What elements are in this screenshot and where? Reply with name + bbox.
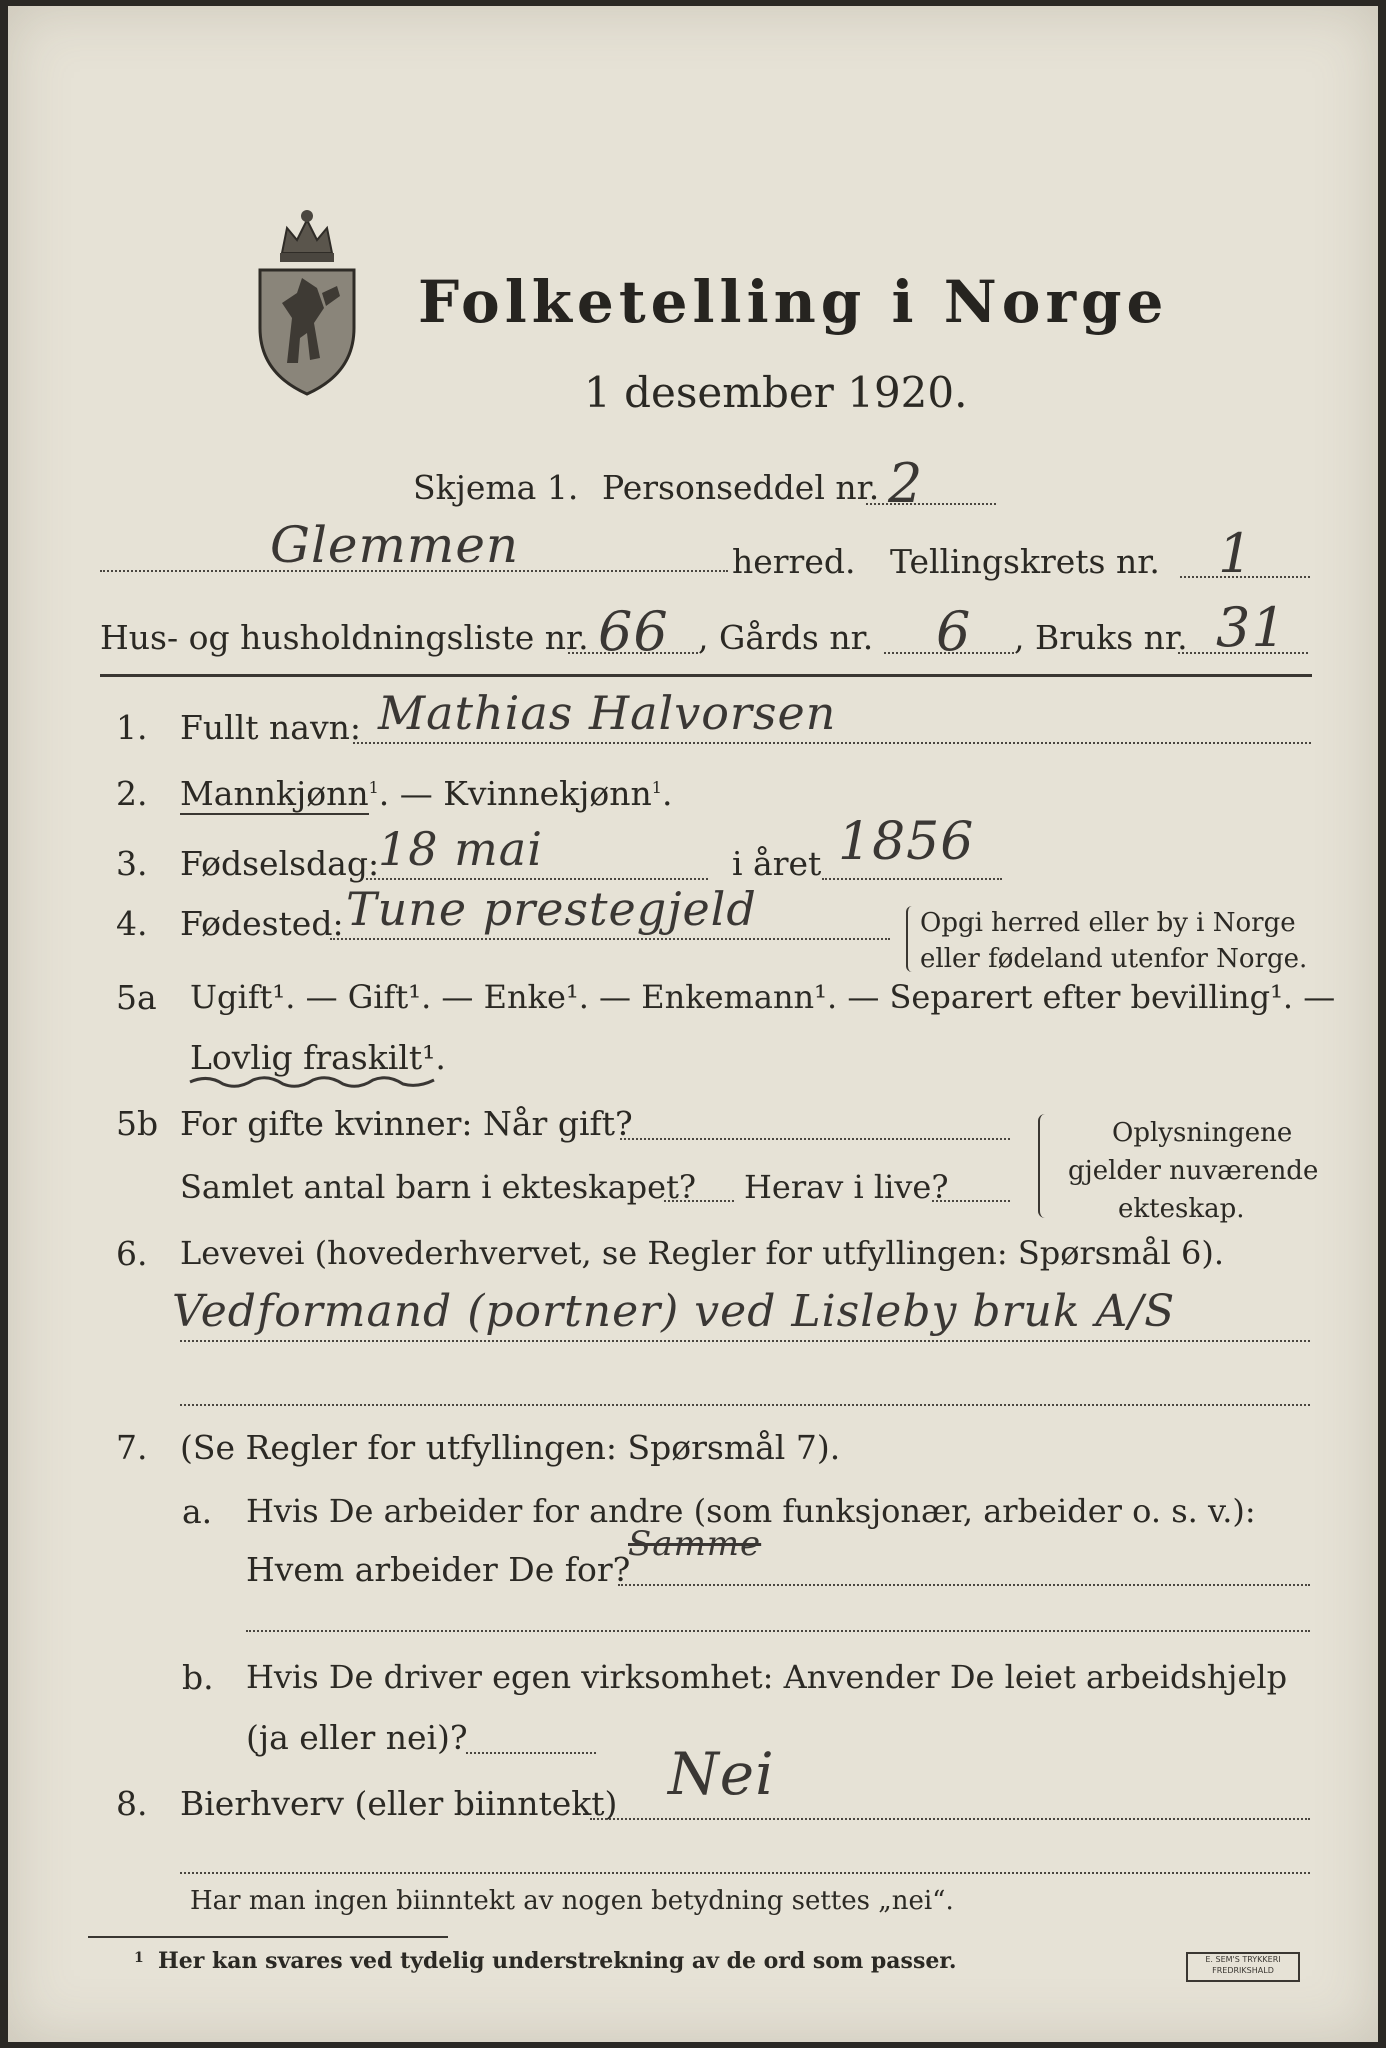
q3-line [366, 878, 708, 880]
census-form [8, 6, 1378, 2042]
personseddel-label: Personseddel nr. [602, 468, 880, 507]
personseddel-line [866, 503, 996, 505]
q2-options [180, 774, 672, 813]
q8-number: 8. [116, 1784, 148, 1823]
footnote-mark: 1 [134, 1950, 144, 1966]
census-date: 1 desember 1920. [584, 368, 968, 417]
q5b-note-line1: Oplysningene [1112, 1118, 1293, 1148]
q7a-letter: a. [182, 1492, 213, 1531]
q1-value: Mathias Halvorsen [378, 686, 837, 740]
q5a-handwritten-underline [188, 1072, 438, 1092]
norway-coat-of-arms-icon [252, 198, 362, 398]
q8-label: Bierhverv (eller biinntekt) [180, 1784, 618, 1823]
q3-year-line [822, 878, 1002, 880]
q6-line2 [180, 1404, 1310, 1406]
q5a-options: Ugift¹. — Gift¹. — Enke¹. — Enkemann¹. — Separert efter bevilling¹. — [190, 978, 1336, 1016]
q8-line [590, 1818, 1310, 1820]
q7b-label: Hvis De driver egen virksomhet: Anvender De leiet arbeidshjelp [246, 1658, 1288, 1696]
printer-stamp: E. SEM'S TRYKKERI FREDRIKSHALD [1186, 1952, 1300, 1982]
personseddel-value: 2 [888, 452, 924, 515]
q1-line [353, 742, 1311, 744]
q8-value: Nei [668, 1740, 775, 1808]
q4-line [330, 938, 890, 940]
q3-number: 3. [116, 844, 148, 883]
q7b-yesno-label: (ja eller nei)? [246, 1718, 468, 1757]
tellingskrets-label: Tellingskrets nr. [890, 542, 1160, 581]
q7a-label: Hvis De arbeider for andre (som funksjonær, arbeider o. s. v.): [246, 1492, 1256, 1530]
gards-label: , Gårds nr. [698, 618, 874, 657]
q4-value: Tune prestegjeld [346, 882, 757, 936]
q5b-note-brace [1038, 1114, 1052, 1218]
q5b-note-line3: ekteskap. [1118, 1194, 1245, 1224]
bruks-value: 31 [1216, 596, 1287, 659]
q5a-options-cont: Lovlig fraskilt¹. [190, 1038, 446, 1077]
header-divider [100, 674, 1312, 677]
footer-note: Har man ingen biinntekt av nogen betydning settes „nei“. [190, 1886, 954, 1916]
gards-value: 6 [936, 600, 972, 663]
hus-value: 66 [598, 600, 669, 663]
q1-label: Fullt navn: [180, 708, 361, 747]
herred-value: Glemmen [270, 516, 520, 574]
footnote-divider [88, 1936, 448, 1938]
q2-separator: . — [378, 774, 444, 813]
q7b-letter: b. [182, 1658, 214, 1697]
hus-label: Hus- og husholdningsliste nr. [100, 618, 589, 657]
q4-note-line1: Opgi herred eller by i Norge [920, 908, 1296, 938]
q2-female-option: Kvinnekjønn [443, 774, 652, 813]
q2-end: . [661, 774, 673, 813]
q6-line1 [180, 1340, 1310, 1342]
q7a-employer-value: Samme [628, 1524, 762, 1564]
q5b-number: 5b [116, 1104, 159, 1143]
q3-value: 18 mai [378, 822, 543, 876]
q2-male-option: Mannkjønn [180, 774, 369, 813]
q5b-alive-line [932, 1200, 1010, 1202]
q5b-children-line [664, 1200, 734, 1202]
q6-number: 6. [116, 1234, 148, 1273]
q4-label: Fødested: [180, 904, 344, 943]
q5b-alive-label: Herav i live? [744, 1168, 949, 1206]
q7a-employer-label: Hvem arbeider De for? [246, 1550, 631, 1589]
q6-label: Levevei (hovederhvervet, se Regler for utfyllingen: Spørsmål 6). [180, 1234, 1225, 1272]
q7a-line2 [246, 1630, 1310, 1632]
q6-value: Vedformand (portner) ved Lisleby bruk A/S [172, 1286, 1176, 1337]
q5b-label: For gifte kvinner: Når gift? [180, 1104, 633, 1143]
q7b-yesno-line [466, 1752, 596, 1754]
q3-year-value: 1856 [838, 812, 975, 872]
q3-label: Fødselsdag: [180, 844, 380, 883]
q2-male-footnote-mark: 1 [368, 778, 379, 797]
q2-number: 2. [116, 774, 148, 813]
herred-label: herred. [732, 542, 856, 581]
q1-number: 1. [116, 708, 148, 747]
q8-line2 [180, 1872, 1310, 1874]
q4-number: 4. [116, 904, 148, 943]
footnote-text: Her kan svares ved tydelig understrekning av de ord som passer. [158, 1948, 957, 1974]
bruks-label: , Bruks nr. [1014, 618, 1188, 657]
q4-note-line2: eller fødeland utenfor Norge. [920, 944, 1308, 974]
q7a-employer-line [618, 1584, 1310, 1586]
tellingskrets-value: 1 [1218, 522, 1254, 585]
q3-year-label: i året [732, 844, 822, 883]
form-title: Folketelling i Norge [418, 268, 1169, 336]
q7-number: 7. [116, 1428, 148, 1467]
q7-label: (Se Regler for utfyllingen: Spørsmål 7). [180, 1428, 841, 1467]
q5a-number: 5a [116, 978, 157, 1017]
schema-label: Skjema 1. [413, 468, 579, 507]
q4-note-brace [906, 906, 918, 972]
q5b-when-line [620, 1138, 1010, 1140]
q5b-note-line2: gjelder nuværende [1068, 1156, 1319, 1186]
q5b-children-label: Samlet antal barn i ekteskapet? [180, 1168, 697, 1206]
q2-female-footnote-mark: 1 [651, 778, 662, 797]
